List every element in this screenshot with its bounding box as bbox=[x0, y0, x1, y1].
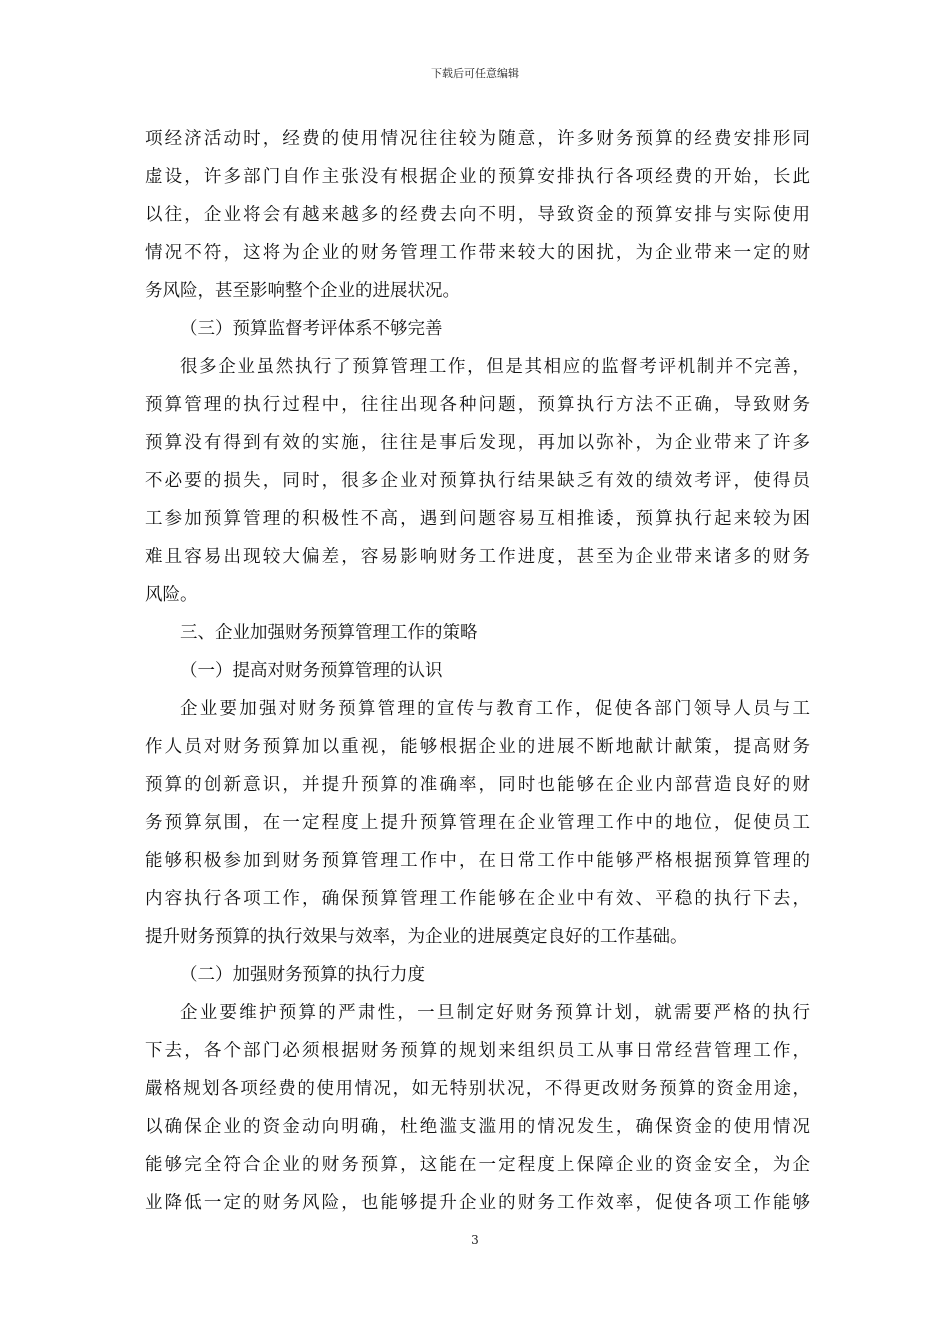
text-line: 企业要维护预算的严肃性，一旦制定好财务预算计划，就需要严格的执行 bbox=[180, 1003, 810, 1023]
text-line: 嚴格规划各项经费的使用情况，如无特别状况，不得更改财务预算的资金用途， bbox=[145, 1079, 810, 1099]
text-line: 难且容易出现较大偏差，容易影响财务工作进度，甚至为企业带来诸多的财务 bbox=[145, 547, 810, 567]
text-line: 预算的创新意识，并提升预算的准确率，同时也能够在企业内部营造良好的财 bbox=[145, 775, 810, 795]
text-line: 企业要加强对财务预算管理的宣传与教育工作，促使各部门领导人员与工 bbox=[180, 699, 810, 719]
text-line: 提升财务预算的执行效果与效率，为企业的进展奠定良好的工作基础。 bbox=[145, 927, 688, 947]
text-line: （二）加强财务预算的执行力度 bbox=[180, 965, 425, 985]
text-line: 预算管理的执行过程中，往往出现各种问题，预算执行方法不正确，导致财务 bbox=[145, 395, 810, 415]
text-line: 三、企业加强财务预算管理工作的策略 bbox=[180, 623, 478, 643]
page-header: 下载后可任意编辑 bbox=[431, 67, 519, 80]
text-line: 项经济活动时，经费的使用情况往往较为随意，许多财务预算的经费安排形同 bbox=[145, 129, 810, 149]
text-line: 内容执行各项工作，确保预算管理工作能够在企业中有效、平稳的执行下去， bbox=[145, 889, 810, 909]
text-line: 下去，各个部门必须根据财务预算的规划来组织员工从事日常经营管理工作， bbox=[145, 1041, 810, 1061]
text-line: 不必要的损失，同时，很多企业对预算执行结果缺乏有效的绩效考评，使得员 bbox=[145, 471, 810, 491]
text-line: 以往，企业将会有越来越多的经费去向不明，导致资金的预算安排与实际使用 bbox=[145, 205, 810, 225]
text-line: 风险。 bbox=[145, 585, 198, 605]
page-number: 3 bbox=[471, 1233, 479, 1247]
text-line: 情况不符，这将为企业的财务管理工作带来较大的困扰，为企业带来一定的财 bbox=[145, 243, 810, 263]
text-line: （一）提高对财务预算管理的认识 bbox=[180, 661, 443, 681]
document-body bbox=[145, 120, 810, 1222]
text-line: （三）预算监督考评体系不够完善 bbox=[180, 319, 443, 339]
text-line: 很多企业虽然执行了预算管理工作，但是其相应的监督考评机制并不完善， bbox=[180, 357, 810, 377]
text-line: 虚设，许多部门自作主张没有根据企业的预算安排执行各项经费的开始，长此 bbox=[145, 167, 810, 187]
text-line: 预算没有得到有效的实施，往往是事后发现，再加以弥补，为企业带来了许多 bbox=[145, 433, 810, 453]
text-line: 能够积极参加到财务预算管理工作中，在日常工作中能够严格根据预算管理的 bbox=[145, 851, 810, 871]
text-line: 工参加预算管理的积极性不高，遇到问题容易互相推诿，预算执行起来较为困 bbox=[145, 509, 810, 529]
text-line: 务预算氛围，在一定程度上提升预算管理在企业管理工作中的地位，促使员工 bbox=[145, 813, 810, 833]
text-line: 能够完全符合企业的财务预算，这能在一定程度上保障企业的资金安全，为企 bbox=[145, 1155, 810, 1175]
text-line: 作人员对财务预算加以重视，能够根据企业的进展不断地献计献策，提高财务 bbox=[145, 737, 810, 757]
text-line: 业降低一定的财务风险，也能够提升企业的财务工作效率，促使各项工作能够 bbox=[145, 1193, 810, 1213]
text-line: 以确保企业的资金动向明确，杜绝滥支滥用的情况发生，确保资金的使用情况 bbox=[145, 1117, 810, 1137]
text-line: 务风险，甚至影响整个企业的进展状况。 bbox=[145, 281, 460, 301]
